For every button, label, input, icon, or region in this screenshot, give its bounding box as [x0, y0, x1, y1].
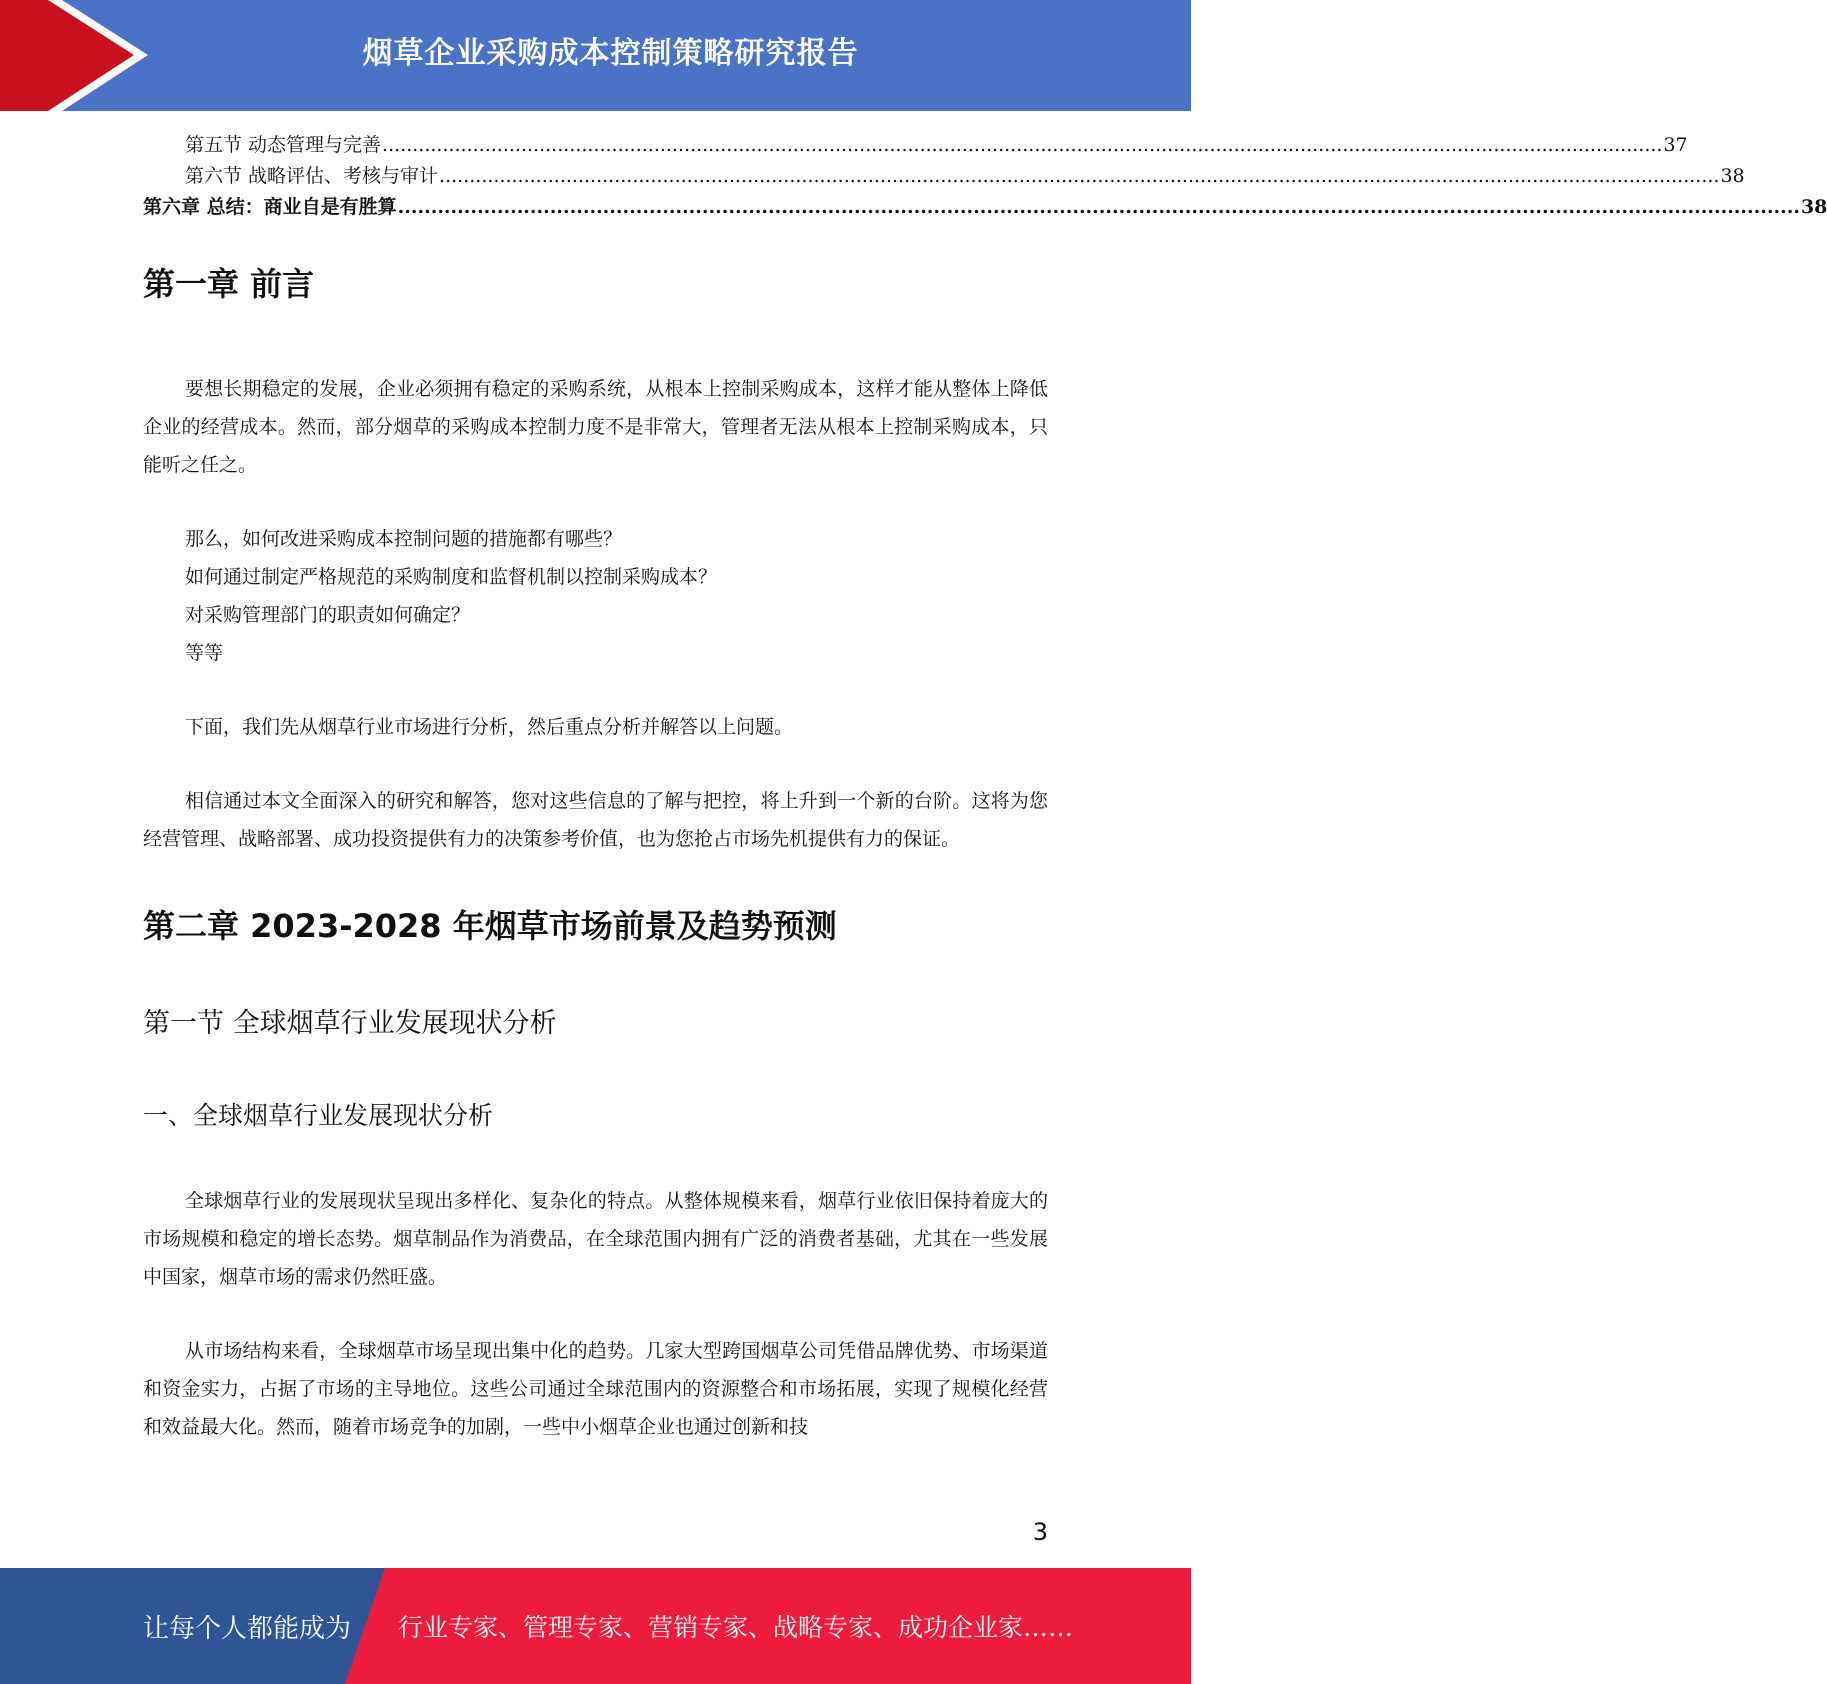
question-item: 如何通过制定严格规范的采购制度和监督机制以控制采购成本？ — [185, 566, 718, 588]
body-paragraph: 从市场结构来看，全球烟草市场呈现出集中化的趋势。几家大型跨国烟草公司凭借品牌优势、市场渠道和资金实力，占据了市场的主导地位。这些公司通过全球范围内的资源整合和市场拓展，实现了规模化经营和效益最大化。然而，随着市场竞争的加剧，一些中小烟草企业也通过创新和技 — [143, 1340, 1048, 1438]
page-header — [0, 0, 1191, 111]
toc-entry[interactable] — [143, 161, 1745, 192]
toc-entry-label: 第五节 动态管理与完善 — [185, 134, 382, 156]
toc-entry[interactable] — [143, 130, 1688, 161]
toc-entry-page: 38 — [1720, 165, 1745, 187]
toc-entry[interactable] — [143, 192, 1827, 223]
body-paragraph: 下面，我们先从烟草行业市场进行分析，然后重点分析并解答以上问题。 — [185, 716, 794, 738]
page-footer — [0, 1568, 1191, 1684]
question-item: 对采购管理部门的职责如何确定？ — [185, 604, 471, 626]
section-heading: 第一节 全球烟草行业发展现状分析 — [143, 1008, 557, 1039]
footer-slogan-right: 行业专家、管理专家、营销专家、战略专家、成功企业家…… — [398, 1613, 1074, 1642]
footer-slogan-left: 让每个人都能成为 — [143, 1613, 352, 1644]
question-item: 那么，如何改进采购成本控制问题的措施都有哪些？ — [185, 528, 623, 550]
toc-entry-label: 第六节 战略评估、考核与审计 — [185, 165, 439, 187]
chapter-heading: 第一章 前言 — [143, 265, 315, 303]
toc-entry-page: 37 — [1663, 134, 1688, 156]
document-body — [143, 250, 1048, 1446]
toc-leader-dots: .................................................................................................................................................................................................................... — [397, 196, 1800, 218]
subsection-heading: 一、全球烟草行业发展现状分析 — [143, 1101, 494, 1130]
body-paragraph: 要想长期稳定的发展，企业必须拥有稳定的采购系统，从根本上控制采购成本，这样才能从整体上降低企业的经营成本。然而，部分烟草的采购成本控制力度不是非常大，管理者无法从根本上控制采购成本，只能听之任之。 — [143, 378, 1048, 476]
question-item: 等等 — [185, 642, 224, 664]
toc-entry-label: 第六章 总结：商业自是有胜算 — [143, 196, 397, 218]
toc-entry-page: 38 — [1800, 196, 1827, 218]
chapter-heading: 第二章 2023-2028 年烟草市场前景及趋势预测 — [143, 907, 837, 945]
body-paragraph: 全球烟草行业的发展现状呈现出多样化、复杂化的特点。从整体规模来看，烟草行业依旧保持着庞大的市场规模和稳定的增长态势。烟草制品作为消费品，在全球范围内拥有广泛的消费者基础，尤其在一些发展中国家，烟草市场的需求仍然旺盛。 — [143, 1190, 1048, 1288]
report-title: 烟草企业采购成本控制策略研究报告 — [362, 36, 859, 71]
body-paragraph: 相信通过本文全面深入的研究和解答，您对这些信息的了解与把控，将上升到一个新的台阶。这将为您经营管理、战略部署、成功投资提供有力的决策参考价值，也为您抢占市场先机提供有力的保证。 — [143, 790, 1048, 850]
toc-leader-dots: .................................................................................................................................................................................................................... — [382, 134, 1663, 156]
table-of-contents — [143, 130, 1827, 223]
page-number: 3 — [1032, 1518, 1048, 1546]
toc-leader-dots: .................................................................................................................................................................................................................... — [439, 165, 1720, 187]
